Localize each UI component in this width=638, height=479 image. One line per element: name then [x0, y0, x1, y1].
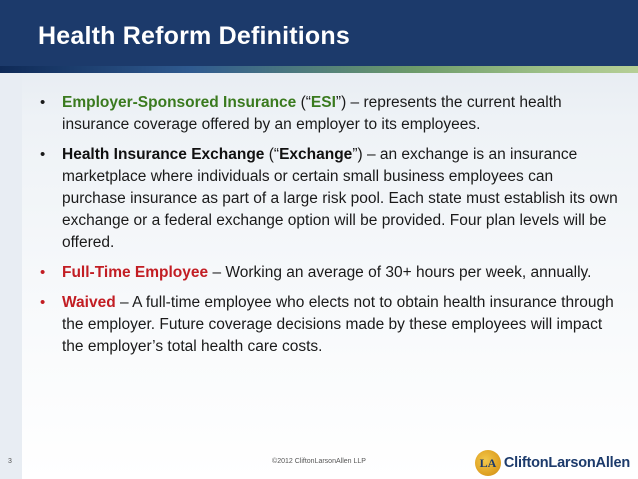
bullet-dot-icon: • — [40, 94, 46, 111]
abbr-exchange: Exchange — [279, 146, 353, 163]
bullet-exchange — [40, 144, 620, 254]
definition-text: – Working an average of 30+ hours per week, annually. — [208, 264, 592, 281]
copyright-notice: ©2012 CliftonLarsonAllen LLP — [272, 458, 366, 465]
bullet-esi — [40, 92, 620, 136]
definition-text: – represents the current health insurance coverage offered by an employer to its employees. — [62, 94, 562, 133]
definition-text: – A full-time employee who elects not to obtain health insurance through the employer. Future coverage decisions made by these employees will impact the employer’s total health care costs. — [62, 294, 614, 355]
footer — [0, 446, 638, 479]
header-gradient-stripe — [0, 66, 638, 73]
paren-open: (“ — [296, 94, 311, 111]
term-employer-sponsored-insurance: Employer-Sponsored Insurance — [62, 94, 297, 111]
paren-close: ”) — [352, 146, 363, 163]
bullet-waived — [40, 292, 620, 358]
bullet-full-time-employee — [40, 262, 620, 284]
slide-title: Health Reform Definitions — [38, 22, 350, 50]
paren-open: (“ — [264, 146, 280, 163]
paren-close: ”) — [335, 94, 347, 111]
term-health-insurance-exchange: Health Insurance Exchange — [62, 146, 265, 163]
term-waived: Waived — [62, 294, 116, 311]
company-logo — [475, 448, 630, 478]
bullet-dot-icon: • — [40, 264, 46, 281]
term-full-time-employee: Full-Time Employee — [62, 264, 209, 281]
logo-wordmark: CliftonLarsonAllen — [503, 455, 630, 471]
abbr-esi: ESI — [310, 94, 336, 111]
definition-text: – an exchange is an insurance marketplace where individuals or certain small business employees can purchase insurance as part of a large risk pool. Each state must establish its own exchange or a federal exchange option will be provided. Four plan levels will be offered. — [62, 146, 618, 251]
title-bar — [22, 0, 638, 66]
bullet-dot-icon: • — [40, 294, 46, 311]
bullet-dot-icon: • — [40, 146, 46, 163]
page-number: 3 — [8, 458, 12, 465]
logo-mark-icon: LA — [475, 450, 501, 476]
bullet-list — [40, 92, 620, 366]
